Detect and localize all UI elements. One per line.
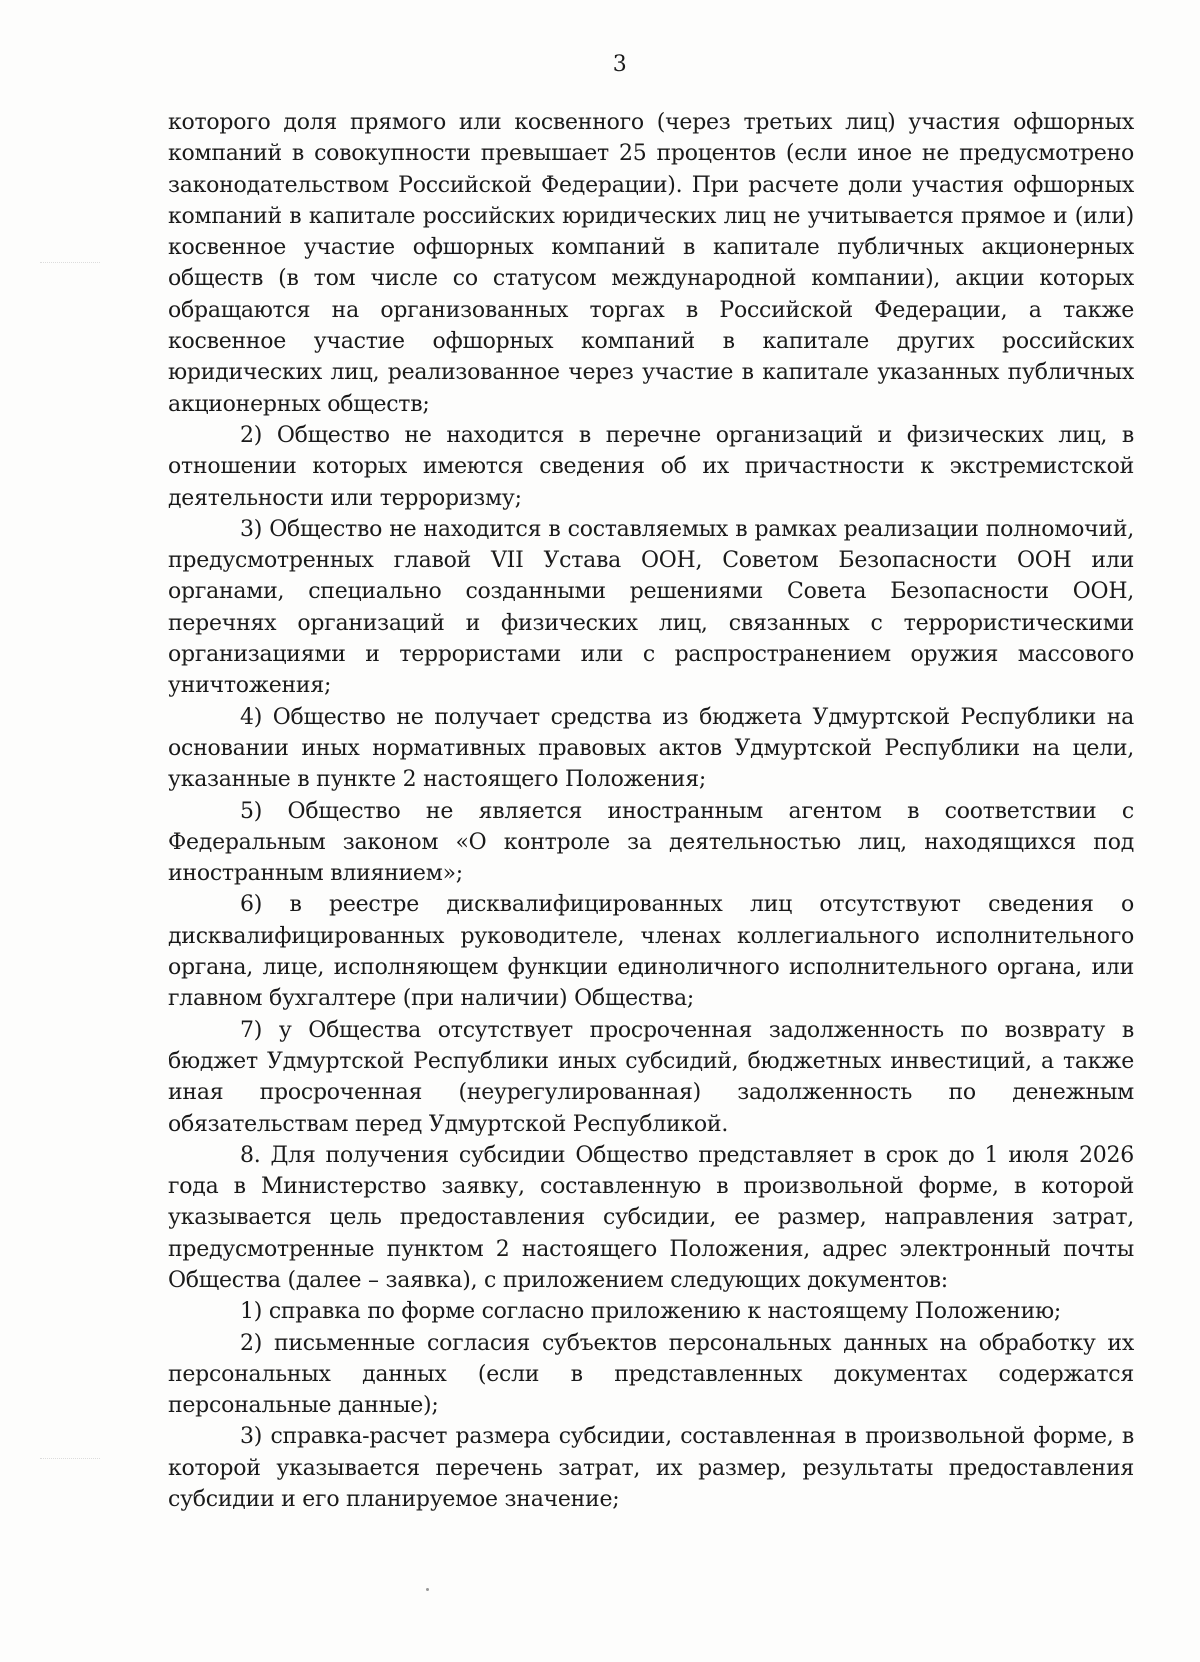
paragraph-item-5-foreign-agent: 5) Общество не является иностранным агентом в соответствии с Федеральным законом «О контроле за деятельностью лиц, находящихся под иностранным влиянием»; — [168, 798, 1134, 887]
scan-speck — [426, 1588, 429, 1591]
paragraph-item-7-debt: 7) у Общества отсутствует просроченная задолженность по возврату в бюджет Удмуртской Республики иных субсидий, бюджетных инвестиций, а также иная просроченная (неурегулированная) задолженность по денежным обязательствам перед Удмуртской Республикой. — [168, 1017, 1134, 1137]
scan-edge-noise — [40, 262, 100, 264]
paragraph-item-4-budget-funds: 4) Общество не получает средства из бюджета Удмуртской Республики на основании иных нормативных правовых актов Удмуртской Республики на цели, указанные в пункте 2 настоящего Положения; — [168, 704, 1134, 793]
page-number: 3 — [612, 52, 628, 77]
scan-edge-noise — [40, 1458, 100, 1460]
paragraph-doc-1-certificate: 1) справка по форме согласно приложению к настоящему Положению; — [240, 1299, 1062, 1325]
paragraph-section-8-application: 8. Для получения субсидии Общество представляет в срок до 1 июля 2026 года в Министерство заявку, составленную в произвольной форме, в которой указывается цель предоставления субсидии, ее размер, направления затрат, предусмотренные пунктом 2 настоящего Положения, адрес электронный почты Общества (далее – заявка), с приложением следующих документов: — [168, 1142, 1134, 1293]
paragraph-item-3-un-lists: 3) Общество не находится в составляемых в рамках реализации полномочий, предусмотренных главой VII Устава ООН, Советом Безопасности ООН или органами, специально созданными решениями Совета Безопасности ООН, перечнях организаций и физических лиц, связанных с террористическими организациями и террористами или с распространением оружия массового уничтожения; — [168, 516, 1134, 699]
paragraph-doc-3-calculation: 3) справка-расчет размера субсидии, составленная в произвольной форме, в которой указывается перечень затрат, их размер, результаты предоставления субсидии и его планируемое значение; — [168, 1424, 1134, 1513]
paragraph-doc-2-consents: 2) письменные согласия субъектов персональных данных на обработку их персональных данных (если в представленных документах содержатся персональные данные); — [168, 1330, 1134, 1419]
paragraph-item-2-extremism: 2) Общество не находится в перечне организаций и физических лиц, в отношении которых имеются сведения об их причастности к экстремистской деятельности или терроризму; — [168, 422, 1134, 511]
paragraph-offshore-participation: которого доля прямого или косвенного (через третьих лиц) участия офшорных компаний в совокупности превышает 25 процентов (если иное не предусмотрено законодательством Российской Федерации). При расчете доли участия офшорных компаний в капитале российских юридических лиц не учитывается прямое и (или) косвенное участие офшорных компаний в капитале публичных акционерных обществ (в том числе со статусом международной компании), акции которых обращаются на организованных торгах в Российской Федерации, а также косвенное участие офшорных компаний в капитале других российских юридических лиц, реализованное через участие в капитале указанных публичных акционерных обществ; — [168, 110, 1134, 417]
paragraph-item-6-disqualified: 6) в реестре дисквалифицированных лиц отсутствуют сведения о дисквалифицированных руководителе, членах коллегиального исполнительного органа, лице, исполняющем функции единоличного исполнительного органа, или главном бухгалтере (при наличии) Общества; — [168, 892, 1134, 1012]
document-body — [168, 107, 1134, 1515]
